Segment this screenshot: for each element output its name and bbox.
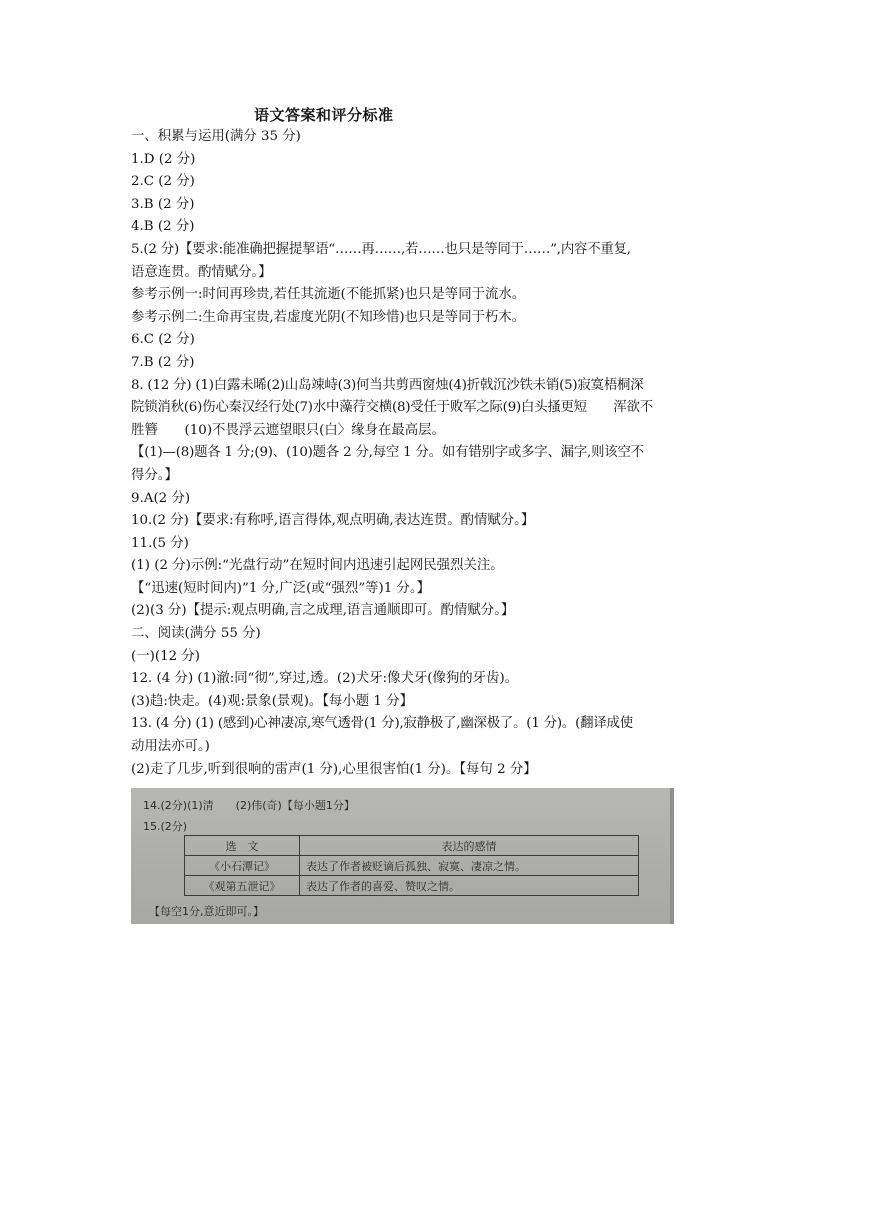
answer-line: 6.C (2 分) xyxy=(131,332,195,348)
section-heading: 一、积累与运用(满分 35 分) xyxy=(131,129,301,144)
table-header-row xyxy=(185,836,639,856)
table-header-cell: 表达的感情 xyxy=(300,836,639,856)
section-heading: 二、阅读(满分 55 分) xyxy=(131,626,261,642)
answer-line: 13. (4 分) (1) (感到)心神凄凉,寒气透骨(1 分),寂静极了,幽深极了。(1 分)。(翻译成使 xyxy=(131,716,633,732)
answer-line: 院锁消秋(6)伤心秦汉经行处(7)水中藻荇交横(8)受任于败军之际(9)白头搔更短 浑欲不 xyxy=(131,400,653,416)
table-cell: 表达了作者的喜爱、赞叹之情。 xyxy=(300,876,639,896)
table-cell: 《观第五泄记》 xyxy=(185,876,300,896)
answer-line: 9.A(2 分) xyxy=(131,490,191,506)
table-header-cell: 选 文 xyxy=(185,836,300,856)
answer-line: (3)趋:快走。(4)观:景象(景观)。【每小题 1 分】 xyxy=(131,693,413,709)
answer-line: 动用法亦可。) xyxy=(131,739,210,755)
document-title: 语文答案和评分标准 xyxy=(254,106,394,124)
table-row xyxy=(185,856,639,876)
answer-line: 参考示例二:生命再宝贵,若虚度光阴(不知珍惜)也只是等同于朽木。 xyxy=(131,309,526,325)
answer-line: 【(1)—(8)题各 1 分;(9)、(10)题各 2 分,每空 1 分。如有错别字或多字、漏字,则该空不 xyxy=(131,445,644,461)
answer-line: 得分。】 xyxy=(131,467,178,483)
answer-line: 10.(2 分)【要求:有称呼,语言得体,观点明确,表达连贯。酌情赋分。】 xyxy=(131,513,535,529)
answer-line: 12. (4 分) (1)澈:同“彻”,穿过,透。(2)犬牙:像犬牙(像狗的牙齿)。 xyxy=(131,671,519,687)
table-row xyxy=(185,876,639,896)
answer-line: 5.(2 分)【要求:能准确把握提挈语“……再……,若……也只是等同于……”,内容不重复, xyxy=(131,241,631,257)
answer-line: 4.B (2 分) xyxy=(131,219,195,235)
answer-line: (2)走了几步,听到很响的雷声(1 分),心里很害怕(1 分)。【每句 2 分】 xyxy=(131,761,537,777)
scoring-note: 【每空1分,意近即可。】 xyxy=(149,905,264,918)
answer-body xyxy=(131,126,743,781)
answer-line: 2.C (2 分) xyxy=(131,174,195,190)
answer-line: 胜簪 (10)不畏浮云遮望眼只(白〉缘身在最高层。 xyxy=(131,422,445,438)
answer-line: (2)(3 分)【提示:观点明确,言之成理,语言通顺即可。酌情赋分。】 xyxy=(131,603,515,619)
answer-line: 7.B (2 分) xyxy=(131,354,195,370)
answer-line: 【“迅速(短时间内)”1 分,广泛(或“强烈”等)1 分。】 xyxy=(131,580,431,596)
emotion-table xyxy=(184,835,639,896)
question-14-answer: 14.(2分)(1)清 (2)伟(奇)【每小题1分】 xyxy=(143,799,355,812)
table-cell: 《小石潭记》 xyxy=(185,856,300,876)
answer-line: 语意连贯。酌情赋分。】 xyxy=(131,264,272,280)
answer-line: 8. (12 分) (1)白露未晞(2)山岛竦峙(3)何当共剪西窗烛(4)折戟沉沙铁未销(5)寂寞梧桐深 xyxy=(131,377,644,393)
answer-line: 3.B (2 分) xyxy=(131,196,195,212)
answer-line: 1.D (2 分) xyxy=(131,151,196,167)
question-15-label: 15.(2分) xyxy=(143,820,188,833)
answer-line: (1) (2 分)示例:“光盘行动”在短时间内迅速引起网民强烈关注。 xyxy=(131,558,504,574)
photo-edge xyxy=(670,788,674,924)
scanned-answer-photo xyxy=(131,788,674,924)
answer-line: (一)(12 分) xyxy=(131,648,200,664)
table-cell: 表达了作者被贬谪后孤独、寂寞、凄凉之情。 xyxy=(300,856,639,876)
answer-line: 参考示例一:时间再珍贵,若任其流逝(不能抓紧)也只是等同于流水。 xyxy=(131,287,526,303)
answer-line: 11.(5 分) xyxy=(131,535,189,551)
